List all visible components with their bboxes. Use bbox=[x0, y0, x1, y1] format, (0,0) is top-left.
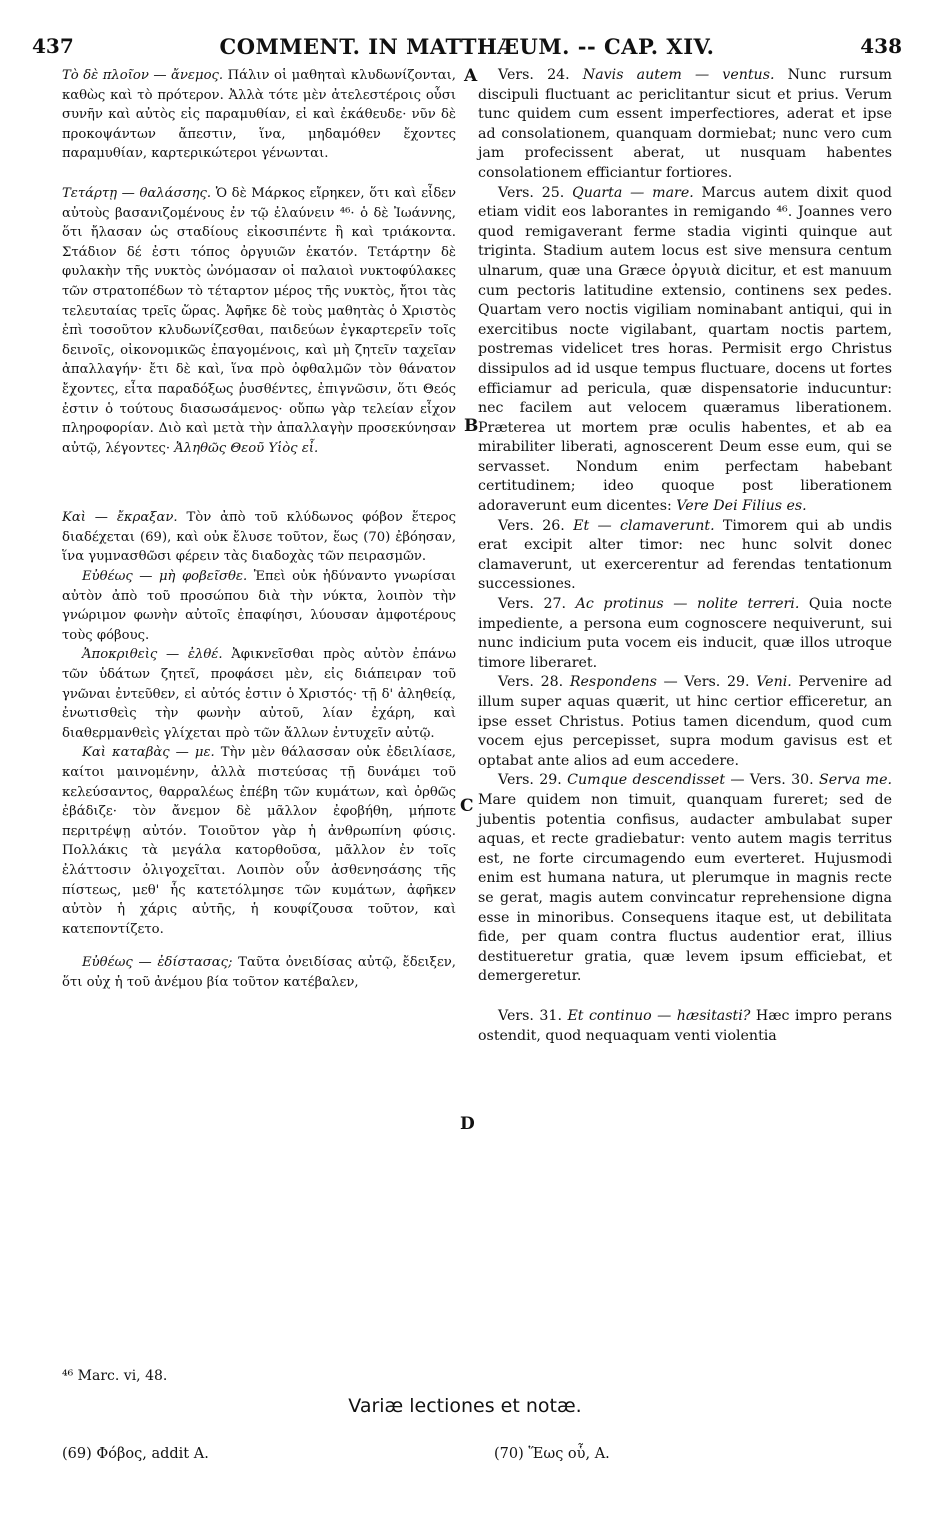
verse-reference: Vers. 28. bbox=[498, 674, 564, 691]
verse-reference: Vers. 25. bbox=[498, 184, 565, 201]
latin-paragraph bbox=[478, 184, 892, 517]
greek-text: Ὁ δὲ Μάρκος εἴρηκεν, ὅτι καὶ εἶδεν αὐτοὺς βασανιζομένους ἐν τῷ ἐλαύνειν ⁴⁶· ὁ δὲ Ἰωάννης, ὅτι ἤλασαν ὡς σταδίους εἰκοσιπέντε ἢ καὶ τριάκοντα. Στάδιον δέ ἐστι τόπος ὀργυιῶν ἑκατόν. Τετάρτην δὲ φυλακὴν τῆς νυκτὸς ὠνόμασαν οἱ παλαιοὶ νυκτοφύλακες τῶν στρατοπέδων τὸ τέταρτον μέρος τῆς νυκτὸς, ἤτοι τὰς τελευταίας τρεῖς ὥρας. Ἀφῆκε δὲ τοὺς μαθητὰς ὁ Χριστὸς ἐπὶ τοσοῦτον κλυδωνίζεσθαι, παιδεύων ἐγκαρτερεῖν τοῖς δεινοῖς, οἰκονομικῶς ἐπαγομένοις, καὶ μὴ ζητεῖν ταχεῖαν ἀπαλλαγήν· ἔτι δὲ καὶ, ἵνα πρὸ ὀφθαλμῶν τὸν θάνατον ἔχοντες, εἶτα παραδόξως ῥυσθέντες, ἐπιγνῶσιν, ὅτι Θεός ἐστιν ὁ τούτους διασωσάμενος· οὔπω γὰρ τελείαν εἶχον πληροφορίαν. Διὸ καὶ μετὰ τὴν ἀπαλλαγὴν προσεκύνησαν αὐτῷ, λέγοντες· bbox=[62, 185, 456, 456]
greek-lemma: Εὐθέως — ἐδίστασας; bbox=[82, 955, 233, 971]
latin-paragraph bbox=[478, 66, 892, 184]
footnote: ⁴⁶ Marc. vi, 48. bbox=[62, 1368, 168, 1384]
latin-lemma: Ac protinus — nolite terreri. bbox=[575, 596, 800, 613]
latin-text: Nunc rursum discipuli fluctuant ac periclitantur sicut et prius. Verum tunc quidem cum essent imperfectiores, aderat et ipse ad consolationem, quanquam dormiebat; nunc vero cum jam profecissent aberat, ut nusquam habentes consolationem efficiantur fortiores. bbox=[478, 67, 893, 181]
latin-paragraph bbox=[478, 595, 892, 673]
greek-lemma: Εὐθέως — μὴ φοβεῖσθε. bbox=[82, 569, 248, 585]
greek-lemma: Τετάρτῃ — θαλάσσης. bbox=[62, 185, 212, 201]
verse-range-separator: — Vers. 29. bbox=[656, 674, 757, 691]
latin-lemma: Respondens bbox=[569, 674, 657, 691]
latin-lemma: Quarta — mare. bbox=[572, 184, 694, 201]
latin-text: Hæc impro perans ostendit, quod nequaquam venti violentia bbox=[478, 1007, 892, 1044]
page-number-left: 437 bbox=[32, 34, 74, 58]
greek-text: Ταῦτα ὀνειδίσας αὐτῷ, ἔδειξεν, ὅτι οὐχ ἡ τοῦ ἀνέμου βία τοῦτον κατέβαλεν, bbox=[62, 955, 456, 990]
latin-paragraph bbox=[478, 1007, 892, 1046]
greek-lemma: Τὸ δὲ πλοῖον — ἄνεμος. bbox=[62, 68, 224, 83]
verse-reference: Vers. 31. bbox=[498, 1007, 562, 1024]
greek-text: Τὴν μὲν θάλασσαν οὐκ ἐδειλίασε, καίτοι μαινομένην, ἀλλὰ πιστεύσας τῇ δυνάμει τοῦ κελεύσαντος, θαρραλέως ἐπέβη τῶν κυμάτων, καὶ ὀρθῶς ἐβάδιζε· τὸν ἄνεμον δὲ μᾶλλον ἐφοβήθη, μήποτε περιτρέψῃ αὐτόν. Τοιοῦτον γὰρ ἡ ἀνθρωπίνη φύσις. Πολλάκις τὰ μεγάλα κατορθοῦσα, μᾶλλον ἐν τοῖς ἐλάττοσιν ὀλιγοχεῖται. Λοιπὸν οὖν ἀσθενησάσης τῆς πίστεως, μεθ' ἧς κατετόλμησε τῶν κυμάτων, ἀφῆκεν αὐτὸν ἡ χάρις αὐτῆς, ἡ κουφίζουσα τοῦτον, καὶ κατεποντίζετο. bbox=[62, 745, 456, 937]
margin-letter-a: A bbox=[464, 66, 478, 86]
verse-reference: Vers. 26. bbox=[498, 517, 565, 534]
greek-quote: Ἀληθῶς Θεοῦ Υἱὸς εἶ. bbox=[174, 440, 319, 456]
latin-text: Marcus autem dixit quod etiam vidit eos laborantes in remigando ⁴⁶. Joannes vero quod remigaverant ferme stadia viginti quinque aut triginta. Stadium autem locus est sive mensura centum ulnarum, quæ una Græce ὀργυιὰ dicitur, et est manuum cum pectoris latitudine extensio, continens sex pedes. Quartam vero noctis vigiliam nominabant antiqui, qui in exercitibus nocte vigilabant, quartam noctis partem, postremas videlicet tres horas. Permisit ergo Christus dissipulos ad id usque tempus fluctuare, docens ut fortes efficiamur ad pericula, quæ dispensatorie inducuntur: nec facilem aut velocem quæramus liberationem. Præterea ut mortem præ oculis habentes, et ab ea mirabiliter liberati, agnoscerent Deum esse eum, qui se servasset. Nondum enim perfectam habebant certitudinem; ideo quoque post liberationem adoraverunt eum dicentes: bbox=[478, 184, 892, 515]
verse-reference: Vers. 29. bbox=[498, 772, 562, 789]
margin-letter-d: D bbox=[460, 1114, 475, 1134]
latin-text: Timorem qui ab undis erat excipit alter timor: nec hunc solvit donec clamaverunt, ut exercerentur ad ferendas tentationum successiones. bbox=[478, 517, 893, 593]
latin-text: Mare quidem non timuit, quanquam fureret; sed de jubentis potentia confisus, audacter ambulabat super aquas, et recte gradiebatur: vento autem magis territus est, ne forte circumagendo eum everteret. Hujusmodi enim est humana natura, ut plerumque in magnis recte se gerat, magis autem convincatur reprehensione digna esse in minoribus. Consequens itaque est, ut debilitata fide, per quam contra fluctus audentior erat, illius destitueretur gratia, quæ levem ipsum efficiebat, et demergeretur. bbox=[478, 791, 892, 985]
greek-paragraph bbox=[62, 953, 456, 992]
greek-paragraph bbox=[62, 567, 456, 645]
latin-column bbox=[478, 66, 892, 1046]
variant-note: (69) Φόβος, addit A. bbox=[62, 1446, 209, 1462]
margin-letter-c: C bbox=[460, 796, 474, 816]
verse-reference: Vers. 27. bbox=[498, 596, 567, 613]
greek-paragraph bbox=[62, 66, 456, 164]
latin-text: Quia nocte impediente, a persona eum cognoscere nequiverunt, sui nunc indicium puta vocem eis inducit, quæ illos utroque timore liberaret. bbox=[478, 596, 892, 671]
verse-reference: Vers. 24. bbox=[498, 67, 570, 83]
latin-text: Pervenire ad illum super aquas quærit, ut hinc certior efficeretur, an ipse esset Christus. Potius tamen dicendum, quod cum vocem ejus percepisset, supra modum gavisus est et optabat ante alios ad eum accedere. bbox=[478, 674, 893, 769]
latin-lemma: Navis autem — ventus. bbox=[582, 67, 775, 83]
variae-lectiones-title: Variæ lectiones et notæ. bbox=[348, 1395, 582, 1417]
verse-range-separator: — Vers. 30. bbox=[725, 772, 819, 789]
greek-lemma: Καὶ — ἔκραξαν. bbox=[62, 510, 178, 526]
greek-text: Ἀφικνεῖσθαι πρὸς αὐτὸν ἐπάνω τῶν ὑδάτων ζητεῖ, προφάσει μὲν, εἰς διάπειραν τοῦ γνῶναι ἐντεῦθεν, εἰ αὐτός ἐστιν ὁ Χριστός· τῇ δ' ἀληθείᾳ, ἐνωτισθεὶς τὴν φωνὴν αὐτοῦ, λίαν ἐχάρη, καὶ διαθερμανθεὶς γλίχεται πρὸ τῶν ἄλλων ἐντυχεῖν αὐτῷ. bbox=[62, 647, 456, 741]
greek-lemma: Καὶ καταβὰς — με. bbox=[82, 745, 215, 761]
greek-text: Τὸν ἀπὸ τοῦ κλύδωνος φόβον ἕτερος διαδέχεται (69), καὶ οὐκ ἔλυσε τοῦτον, ἕως (70) ἐβόησαν, ἵνα γυμνασθῶσι φέρειν τὰς διαδοχὰς τῶν πειρασμῶν. bbox=[62, 510, 456, 565]
latin-paragraph bbox=[478, 517, 892, 595]
greek-paragraph bbox=[62, 184, 456, 458]
margin-letter-b: B bbox=[464, 416, 479, 436]
greek-paragraph bbox=[62, 645, 456, 743]
latin-lemma: Serva me. bbox=[818, 772, 893, 789]
greek-text: Ἐπεὶ οὐκ ἠδύναντο γνωρίσαι αὐτὸν ἀπὸ τοῦ προσώπου διὰ τὴν νύκτα, λοιπὸν τὴν γνώριμον φωνὴν αὐτοῖς ἐπαφίησι, λύουσαν ἀμφοτέρους τοὺς φόβους. bbox=[62, 569, 456, 643]
latin-lemma: Cumque descendisset bbox=[567, 772, 726, 789]
greek-text: Πάλιν οἱ μαθηταὶ κλυδωνίζονται, καθὼς καὶ τὸ πρότερον. Ἀλλὰ τότε μὲν ἀτελεστέροις οὖσι συνῆν καὶ αὐτὸς εἰς παραμυθίαν, εἰ καὶ ἐκάθευδε· νῦν δὲ προκοψάντων ἄπεστιν, ἵνα, μηδαμόθεν ἔχοντες παραμυθίαν, καρτερικώτεροι γένωνται. bbox=[62, 68, 457, 162]
latin-paragraph bbox=[478, 673, 892, 771]
variant-note: (70) Ἕως οὗ, A. bbox=[494, 1446, 610, 1462]
running-header bbox=[32, 34, 902, 58]
greek-column bbox=[62, 66, 456, 993]
greek-paragraph bbox=[62, 508, 456, 567]
greek-paragraph bbox=[62, 743, 456, 939]
latin-lemma: Veni. bbox=[756, 674, 792, 691]
latin-paragraph bbox=[478, 771, 892, 987]
greek-lemma: Ἀποκριθεὶς — ἐλθέ. bbox=[82, 647, 223, 663]
latin-quote: Vere Dei Filius es. bbox=[676, 498, 807, 515]
page-number-right: 438 bbox=[860, 34, 902, 58]
running-title: COMMENT. IN MATTHÆUM. -- CAP. XIV. bbox=[219, 34, 715, 59]
latin-lemma: Et — clamaverunt. bbox=[573, 517, 715, 534]
latin-lemma: Et continuo — hæsitasti? bbox=[567, 1007, 751, 1024]
